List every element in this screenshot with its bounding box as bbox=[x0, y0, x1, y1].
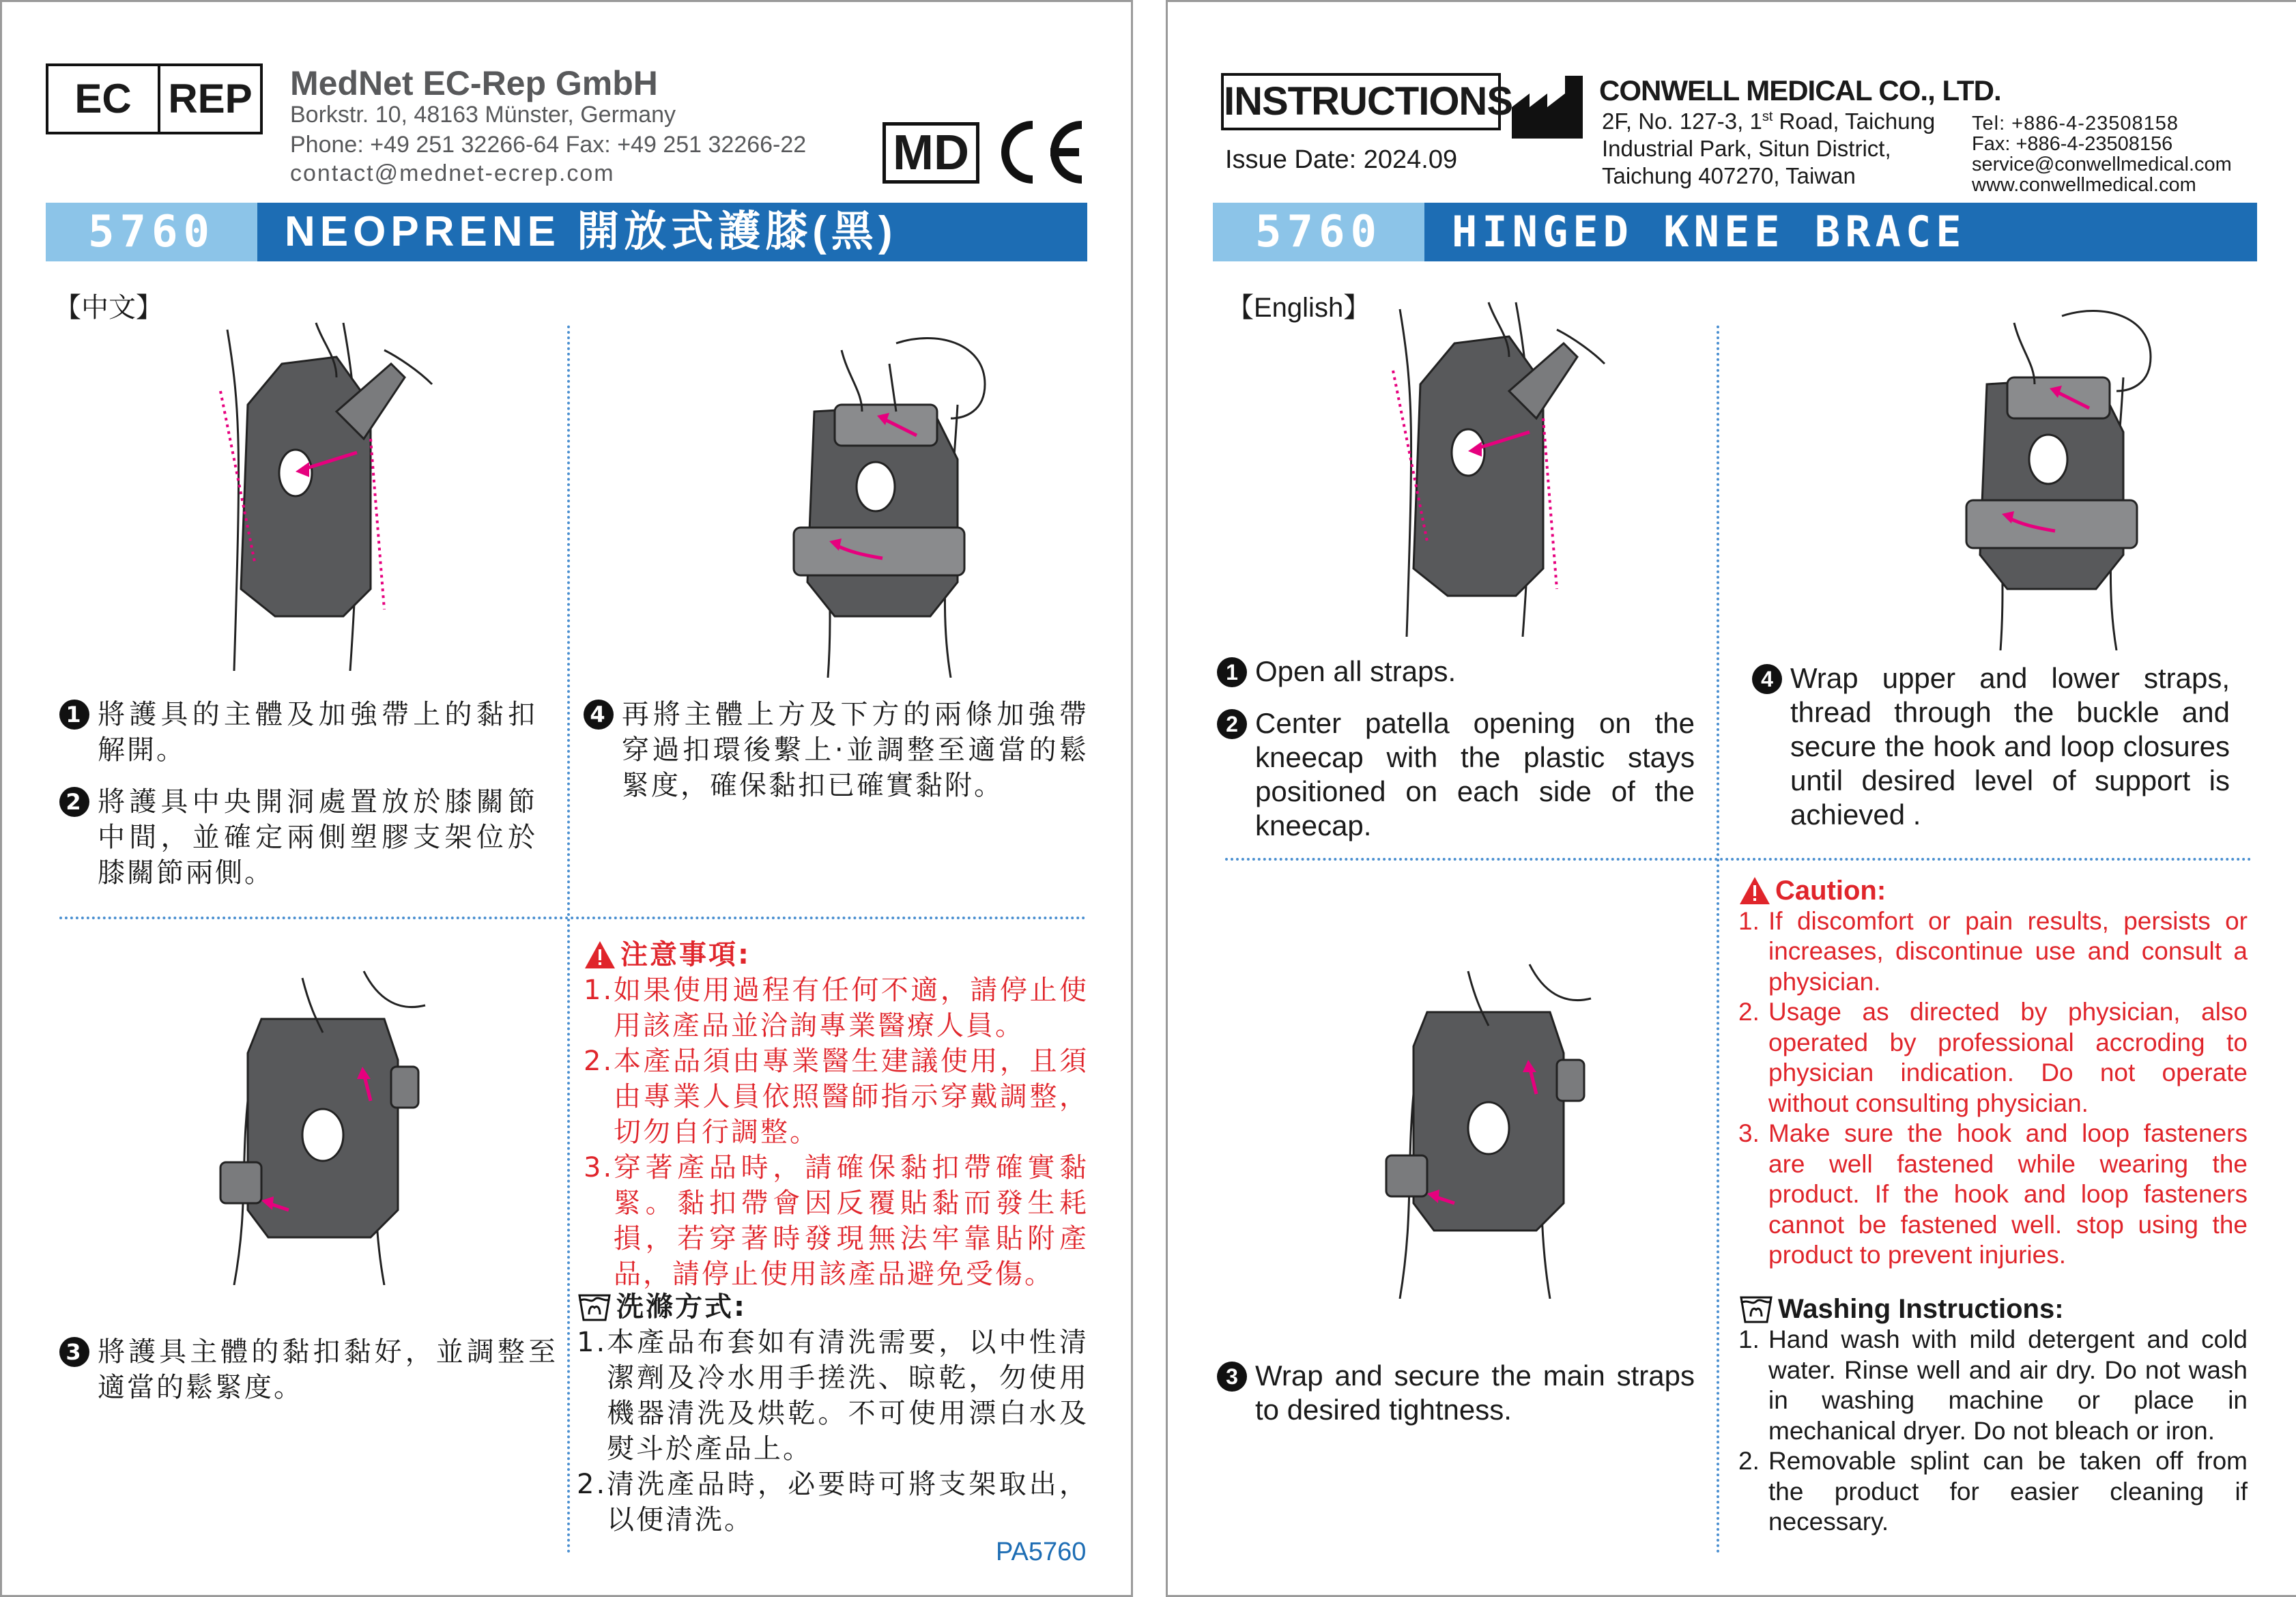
product-title: NEOPRENE 開放式護膝(黑) bbox=[257, 203, 1087, 261]
caution-list bbox=[1738, 906, 2248, 1271]
document-code: PA5760 bbox=[996, 1538, 1087, 1566]
washing-item: 1. 本產品布套如有清洗需要，以中性清潔劑及冷水用手搓洗、晾乾，勿使用機器清洗及烘乾。不可使用漂白水及熨斗於產品上。 bbox=[577, 1327, 1089, 1465]
rep-label: REP bbox=[168, 76, 253, 121]
manufacturer-fax: Fax: +886-4-23508156 bbox=[1972, 133, 2173, 155]
step-2 bbox=[59, 784, 537, 891]
washing-title: 洗滌方式: bbox=[616, 1291, 747, 1323]
step-1 bbox=[59, 697, 537, 768]
product-number: 5760 bbox=[46, 203, 257, 261]
washing-list bbox=[1738, 1325, 2248, 1538]
knee-brace-secure-main-straps-illustration bbox=[207, 964, 453, 1285]
step-2-badge: 2 bbox=[1217, 709, 1247, 739]
washing-item: 2. 清洗產品時，必要時可將支架取出，以便清洗。 bbox=[577, 1469, 1089, 1536]
ec-rep-phone: Phone: +49 251 32266-64 Fax: +49 251 32266-22 bbox=[290, 132, 807, 158]
step-4-badge: 4 bbox=[1752, 664, 1782, 694]
step-3 bbox=[59, 1334, 558, 1405]
product-title-bar bbox=[46, 203, 1087, 261]
product-title: HINGED KNEE BRACE bbox=[1424, 203, 2257, 261]
step-2-badge: 2 bbox=[59, 787, 89, 817]
caution-item: 3. Make sure the hook and loop fasteners are well fastened while wearing the product. If the hook and loop fasteners cannot be fastened well. stop using the product to prevent injuries. bbox=[1738, 1119, 2248, 1269]
manufacturer-address-2: Industrial Park, Situn District, bbox=[1602, 136, 1891, 161]
step-4-badge: 4 bbox=[584, 700, 614, 730]
step-4 bbox=[584, 697, 1089, 803]
warning-triangle-icon bbox=[1738, 876, 1771, 906]
caution-title: Caution: bbox=[1775, 876, 1886, 906]
hand-wash-icon bbox=[1738, 1293, 1774, 1325]
ec-rep-company-name: MedNet EC-Rep GmbH bbox=[290, 64, 658, 102]
product-number: 5760 bbox=[1213, 203, 1424, 261]
step-3-text: 將護具主體的黏扣黏好，並調整至適當的鬆緊度。 bbox=[98, 1336, 558, 1403]
knee-brace-open-straps-illustration bbox=[1373, 296, 1618, 637]
caution-item: 2. Usage as directed by physician, also operated by professional accroding to physician indication. Do not operate without consulting physician. bbox=[1738, 998, 2248, 1117]
step-1-badge: 1 bbox=[59, 700, 89, 730]
manufacturer-website: www.conwellmedical.com bbox=[1972, 174, 2196, 196]
washing-list bbox=[577, 1325, 1089, 1538]
ce-mark-icon bbox=[988, 117, 1090, 188]
md-label: MD bbox=[893, 126, 969, 180]
washing-title: Washing Instructions: bbox=[1778, 1293, 2064, 1324]
product-title-bar bbox=[1213, 203, 2257, 261]
ec-rep-symbol bbox=[46, 63, 263, 134]
row-divider bbox=[59, 917, 1086, 919]
ec-rep-email: contact@mednet-ecrep.com bbox=[290, 160, 615, 186]
step-1 bbox=[1217, 654, 1695, 689]
caution-item: 3. 穿著產品時，請確保黏扣帶確實黏緊。黏扣帶會因反覆貼黏而發生耗損，若穿著時發現無法牢靠貼附產品，請停止使用該產品避免受傷。 bbox=[584, 1152, 1089, 1290]
language-label: 【English】 bbox=[1226, 293, 1371, 323]
knee-brace-secure-main-straps-illustration bbox=[1373, 944, 1618, 1299]
caution-item: 1. 如果使用過程有任何不適，請停止使用該產品並洽詢專業醫療人員。 bbox=[584, 975, 1089, 1041]
washing-section bbox=[577, 1289, 1089, 1538]
washing-item: 2. Removable splint can be taken off from the product for easier cleaning if necessary. bbox=[1738, 1447, 2248, 1536]
caution-section bbox=[584, 937, 1089, 1292]
md-mark bbox=[882, 122, 979, 184]
step-2 bbox=[1217, 706, 1695, 843]
instructions-label bbox=[1221, 73, 1512, 130]
caution-title: 注意事項: bbox=[620, 939, 751, 970]
caution-section bbox=[1738, 876, 2248, 1271]
manufacturer-address-1: 2F, No. 127-3, 1st Road, Taichung bbox=[1602, 109, 1936, 134]
ec-label: EC bbox=[48, 66, 160, 132]
column-divider bbox=[1717, 326, 1719, 1554]
step-4-text: Wrap upper and lower straps, thread through the buckle and secure the hook and loop closures until desired level of support is achieved . bbox=[1790, 662, 2230, 831]
knee-brace-open-straps-illustration bbox=[200, 316, 446, 671]
issue-date: Issue Date: 2024.09 bbox=[1225, 145, 1458, 174]
washing-section bbox=[1738, 1293, 2248, 1538]
ec-rep-address: Borkstr. 10, 48163 Münster, Germany bbox=[290, 102, 676, 128]
step-3 bbox=[1217, 1359, 1695, 1427]
column-divider bbox=[567, 326, 570, 1554]
caution-list bbox=[584, 973, 1089, 1292]
warning-triangle-icon bbox=[584, 940, 616, 970]
knee-brace-wrap-straps-illustration bbox=[760, 323, 1033, 678]
caution-item: 2. 本產品須由專業醫生建議使用，且須由專業人員依照醫師指示穿戴調整，切勿自行調整。 bbox=[584, 1046, 1089, 1148]
step-3-badge: 3 bbox=[1217, 1362, 1247, 1392]
step-4-text: 再將主體上方及下方的兩條加強帶穿過扣環後繫上·並調整至適當的鬆緊度，確保黏扣已確實黏附。 bbox=[622, 699, 1089, 801]
panel-gap bbox=[1133, 0, 1166, 1597]
manufacturer-email: service@conwellmedical.com bbox=[1972, 154, 2232, 175]
hand-wash-icon bbox=[577, 1291, 612, 1323]
step-1-text: Open all straps. bbox=[1255, 655, 1456, 687]
instructions-text: INSTRUCTIONS bbox=[1224, 79, 1512, 124]
english-panel bbox=[1166, 0, 2296, 1597]
language-label: 【中文】 bbox=[54, 293, 163, 323]
knee-brace-wrap-straps-illustration bbox=[1939, 296, 2185, 650]
washing-item: 1. Hand wash with mild detergent and cold water. Rinse well and air dry. Do not wash in washing machine or place in mechanical dryer. Do not bleach or iron. bbox=[1738, 1325, 2248, 1445]
step-1-text: 將護具的主體及加強帶上的黏扣解開。 bbox=[98, 699, 537, 766]
step-3-text: Wrap and secure the main straps to desired tightness. bbox=[1255, 1359, 1695, 1426]
row-divider bbox=[1225, 858, 2252, 861]
step-2-text: Center patella opening on the kneecap with the plastic stays positioned on each side of the kneecap. bbox=[1255, 707, 1695, 841]
step-4 bbox=[1752, 661, 2230, 832]
step-2-text: 將護具中央開洞處置放於膝關節中間，並確定兩側塑膠支架位於膝關節兩側。 bbox=[98, 786, 537, 889]
manufacturer-factory-icon bbox=[1509, 73, 1585, 141]
manufacturer-name: CONWELL MEDICAL CO., LTD. bbox=[1599, 74, 2001, 106]
chinese-panel bbox=[0, 0, 1133, 1597]
step-1-badge: 1 bbox=[1217, 657, 1247, 687]
caution-item: 1. If discomfort or pain results, persists or increases, discontinue use and consult a physician. bbox=[1738, 906, 2248, 996]
manufacturer-address-3: Taichung 407270, Taiwan bbox=[1602, 163, 1856, 188]
manufacturer-tel: Tel: +886-4-23508158 bbox=[1972, 113, 2179, 134]
step-3-badge: 3 bbox=[59, 1337, 89, 1367]
